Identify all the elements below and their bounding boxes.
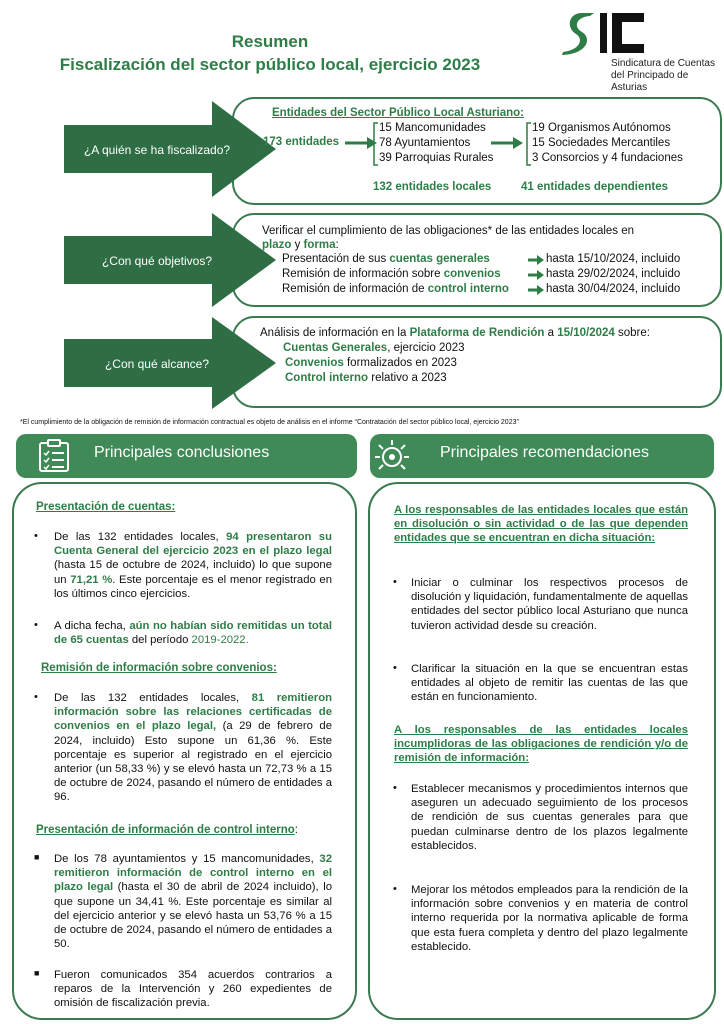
q2-row-date: hasta 15/10/2024, incluido xyxy=(546,253,681,265)
q3-item xyxy=(285,371,447,385)
recommendations-s2-bullet-2: Mejorar los métodos empleados para la rendición de la información sobre convenios y en materia de control interno requerida por la normativa aplicable de forma que esta fuera completa y dentro del plazo legalmente establecido. xyxy=(411,884,688,953)
bullet-icon: • xyxy=(34,530,38,542)
q1-sum-dependientes: 41 entidades dependientes xyxy=(521,181,668,193)
q2-row-pre: Remisión de información sobre xyxy=(282,268,444,280)
conclusions-s1-bullet-2 xyxy=(54,619,332,647)
q3-item-key: Control interno xyxy=(285,372,369,384)
q3-intro-text: Análisis de información en la xyxy=(260,327,410,339)
highlight: 81 remitieron información sobre las relaciones certificadas de convenios en el plazo legal, xyxy=(54,692,332,733)
text: . Este porcentaje es el menor registrado en los últimos cinco ejercicios. xyxy=(54,573,332,600)
q2-row xyxy=(282,252,490,266)
q2-row xyxy=(282,267,501,281)
footnote: *El cumplimiento de la obligación de remisión de información contractual es objeto de análisis en el informe “Contratación del sector público local, ejercicio 2023” xyxy=(20,419,519,426)
conclusions-s1-title: Presentación de cuentas: xyxy=(36,501,176,513)
q2-intro-plazo: plazo xyxy=(262,239,292,251)
bullet-icon: • xyxy=(34,691,38,703)
q1-dependientes-item: 19 Organismos Autónomos xyxy=(532,122,671,134)
q1-bracket xyxy=(526,122,532,166)
logo-line-1: Sindicatura de Cuentas xyxy=(611,58,715,69)
bullet-icon: • xyxy=(393,662,397,674)
conclusions-s3-title xyxy=(36,824,298,836)
sindicatura-logo-icon xyxy=(560,10,660,56)
title-line-1: Resumen xyxy=(231,32,309,51)
q1-locales-item: 78 Ayuntamientos xyxy=(379,137,471,149)
q2-question: ¿Con qué objetivos? xyxy=(101,254,213,268)
recommendations-s2-title: A los responsables de las entidades locales incumplidoras de las obligaciones de rendición y/o de remisión de información: xyxy=(394,724,688,765)
highlight: aún no habían sido remitidas un total de 65 cuentas xyxy=(54,620,332,647)
conclusions-s3-title-text: Presentación de información de control interno xyxy=(36,824,295,836)
q2-row-key: convenios xyxy=(443,268,501,280)
text: A dicha fecha, xyxy=(54,620,130,632)
highlight: 94 presentaron su Cuenta General del ejercicio 2023 en el plazo legal xyxy=(54,531,332,558)
q2-row-pre: Remisión de información de xyxy=(282,283,428,295)
q2-intro xyxy=(262,224,702,252)
recommendations-header-label: Principales recomendaciones xyxy=(440,444,649,461)
conclusions-s1-bullet-1 xyxy=(54,530,332,601)
conclusions-header xyxy=(16,434,357,478)
recommendations-s2-bullet-1: Establecer mecanismos y procedimientos internos que aseguren un adecuado seguimiento de los procesos de rendición de sus cuentas generales para que puedan culminarse dentro de los plazos legalmente establecidos. xyxy=(411,783,688,852)
text: (hasta 15 de octubre de 2024, incluido) lo que supone un xyxy=(54,559,332,586)
q1-dependientes-item: 15 Sociedades Mercantiles xyxy=(532,137,671,149)
recommendations-s1-bullet-2: Clarificar la situación en la que se encuentran estas entidades al objeto de remitir las cuentas de las que están en funcionamiento. xyxy=(411,663,688,704)
bullet-icon: • xyxy=(393,883,397,895)
text: del período xyxy=(128,634,192,647)
q2-row-arrow-icon xyxy=(528,270,544,280)
q1-question: ¿A quién se ha fiscalizado? xyxy=(83,143,231,157)
q1-bracket xyxy=(373,122,379,166)
bullet-icon: • xyxy=(34,619,38,631)
bullet-icon: • xyxy=(393,576,397,588)
q3-question: ¿Con qué alcance? xyxy=(104,357,210,371)
recommendations-header xyxy=(370,434,714,478)
q2-row-arrow-icon xyxy=(528,285,544,295)
conclusions-s3-colon: : xyxy=(294,824,298,836)
q1-dependientes-list xyxy=(532,121,683,166)
text: De las 132 entidades locales, xyxy=(54,531,227,543)
highlight: 71,21 % xyxy=(70,573,113,586)
q2-row-date: hasta 30/04/2024, incluido xyxy=(546,283,681,295)
recommendations-s1-bullet-1: Iniciar o culminar los respectivos procesos de disolución y liquidación, fundamentalmente de aquellas entidades del sector público local Asturiano que nunca tuvieron actividad desde su creación. xyxy=(411,577,688,632)
q1-sum-locales: 132 entidades locales xyxy=(373,181,492,193)
q2-row xyxy=(282,282,509,296)
text: (hasta el 30 de abril de 2024 incluido), lo que supone un 34,41 %. Este porcentaje es similar al del ejercicio anterior y se elevó hasta un 53,76 % a 15 de octubre de 2024, pasando el número de entidades a 50. xyxy=(54,881,332,951)
q3-item-key: Convenios xyxy=(285,357,344,369)
conclusions-s2-bullet-1 xyxy=(54,691,332,805)
logo-text xyxy=(611,58,724,94)
q2-intro-text: Verificar el cumplimiento de las obligaciones* de las entidades locales en xyxy=(262,225,635,237)
q3-intro xyxy=(260,326,650,340)
lightbulb-gear-icon xyxy=(373,437,411,475)
bullet-icon: ■ xyxy=(34,852,40,862)
q1-locales-list xyxy=(379,121,493,166)
q2-intro-forma: forma xyxy=(303,239,336,251)
q3-item-key: Cuentas Generales xyxy=(283,342,388,354)
highlight: 2019-2022. xyxy=(191,634,249,647)
q1-locales-item: 15 Mancomunidades xyxy=(379,122,486,134)
q2-row-key: control interno xyxy=(427,283,509,295)
q3-item xyxy=(283,341,465,355)
bullet-icon: • xyxy=(393,782,397,794)
q2-row-pre: Presentación de sus xyxy=(282,253,390,265)
q3-platform: Plataforma de Rendición xyxy=(409,327,545,339)
title-line-2: Fiscalización del sector público local, ejercicio 2023 xyxy=(59,55,481,74)
conclusions-header-label: Principales conclusiones xyxy=(94,444,270,461)
recommendations-s1-title: A los responsables de las entidades locales que están en disolución o sin actividad o de las que dependen entidades que se encuentran en dicha situación: xyxy=(394,504,688,545)
highlight: 32 remitieron información de control interno en el plazo legal xyxy=(54,853,332,894)
q3-item-rest: relativo a 2023 xyxy=(368,372,447,384)
bullet-icon: ■ xyxy=(34,968,40,978)
q1-heading: Entidades del Sector Público Local Asturiano: xyxy=(272,107,524,119)
q3-date: 15/10/2024 xyxy=(557,327,615,339)
q2-intro-colon: : xyxy=(335,239,339,251)
q2-intro-y: y xyxy=(291,239,304,251)
q1-arrow-small-2 xyxy=(491,137,523,149)
q2-row-date: hasta 29/02/2024, incluido xyxy=(546,268,681,280)
checklist-icon xyxy=(36,439,72,473)
text: De las 132 entidades locales, xyxy=(54,692,252,704)
logo-line-2: del Principado de Asturias xyxy=(611,70,689,93)
q1-dependientes-item: 3 Consorcios y 4 fundaciones xyxy=(532,152,683,164)
q1-locales-item: 39 Parroquias Rurales xyxy=(379,152,494,164)
q2-row-key: cuentas generales xyxy=(389,253,490,265)
q3-intro-text: a xyxy=(544,327,558,339)
text: De los 78 ayuntamientos y 15 mancomunidades, xyxy=(54,853,320,865)
conclusions-s3-bullet-1 xyxy=(54,852,332,951)
q1-total: 173 entidades xyxy=(263,136,340,148)
text: (a 29 de febrero de 2024, incluido) Esto supone un 61,36 %. Este porcentaje es superior al registrado en el ejercicio anterior (un 58,33 %) y se elevó hasta un 72,73 % a 15 de octubre de 2024, pasando el número de entidades a 96. xyxy=(54,720,332,804)
q3-item xyxy=(285,356,457,370)
q3-item-rest: formalizados en 2023 xyxy=(343,357,457,369)
conclusions-s3-bullet-2: Fueron comunicados 354 acuerdos contrarios a reparos de la Intervención y 260 expedientes de omisión de fiscalización previa. xyxy=(54,969,332,1010)
q2-row-arrow-icon xyxy=(528,255,544,265)
conclusions-s2-title: Remisión de información sobre convenios: xyxy=(41,662,277,674)
q3-item-rest: , ejercicio 2023 xyxy=(387,342,465,354)
q3-intro-text: sobre: xyxy=(614,327,650,339)
